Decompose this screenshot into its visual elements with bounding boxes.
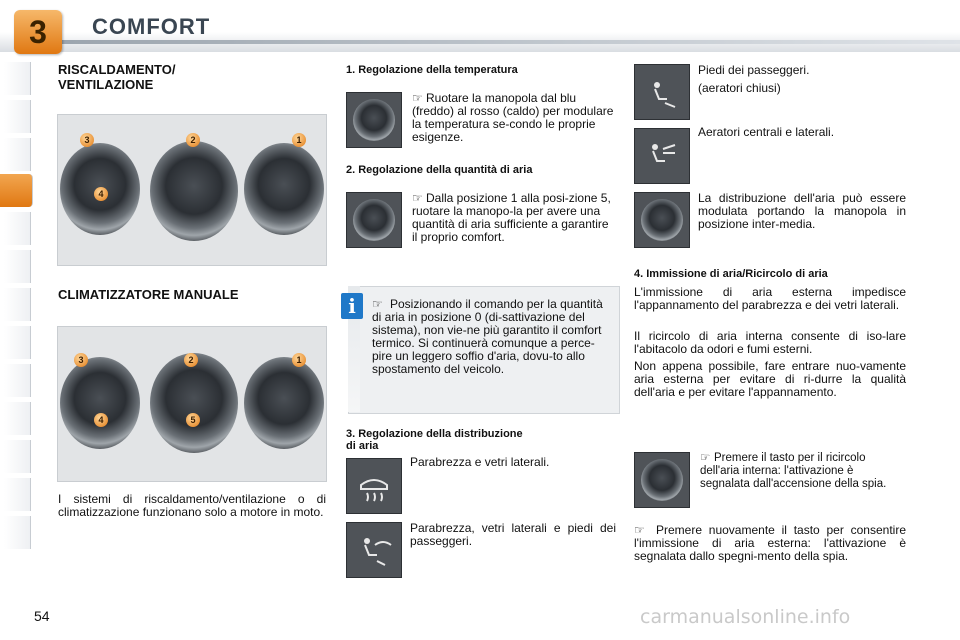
ac-distribution-knob [60,357,140,449]
marker-5: 5 [186,413,200,427]
info-note-text: Posizionando il comando per la quantità di aria in posizione 0 (di-sattivazione del sistema), non vie-ne più garantito il comfort termico. Si continuerà comunque a perce-pire un leggero soffio d'aria, dovu-to allo spostamento del veicolo. [372,297,603,376]
chapter-tab-6[interactable] [4,250,31,283]
info-note-item [372,298,610,376]
section-1-text: Ruotare la manopola dal blu (freddo) al rosso (caldo) per modulare la temperatura se-condo le proprie esigenze. [412,91,614,144]
feet-vent-text-line2: (aeratori chiusi) [698,81,781,95]
section-1-title: 1. Regolazione della temperatura [346,64,518,76]
marker-3: 3 [80,133,94,147]
recirculation-item [700,452,906,491]
pointer-icon: ☞ [412,91,423,105]
heading-heating-ventilation: RISCALDAMENTO/ VENTILAZIONE [58,62,176,92]
chapter-tab-13[interactable] [4,516,31,549]
temperature-knob-icon [353,99,395,141]
marker-4: 4 [94,187,108,201]
chapter-tab-11[interactable] [4,440,31,473]
recirculation-button-thumb [634,452,690,508]
section-4-paragraph-1: L'immissione di aria esterna impedisce l'appannamento del parabrezza e dei vetri laterali. [634,285,906,312]
pointer-icon: ☞ [372,297,383,311]
marker-3: 3 [74,353,88,367]
ac-panel-photo [57,326,327,482]
press-again-item [634,524,906,563]
distribution-windscreen-text: Parabrezza e vetri laterali. [410,455,550,469]
section-4-paragraph-2: Il ricircolo di aria interna consente di iso-lare l'abitacolo da odori e fumi esterni. [634,329,906,356]
heading-manual-ac: CLIMATIZZATORE MANUALE [58,287,239,302]
section-4-paragraph-3: Non appena possibile, fare entrare nuo-vamente aria esterna per evitare di ri-durre la qualità dell'aria e per evitare l'appannamento. [634,359,906,399]
center-side-vents-text: Aeratori centrali e laterali. [698,125,835,139]
marker-1: 1 [292,133,306,147]
marker-4: 4 [94,413,108,427]
heating-panel-photo [57,114,327,266]
temperature-knob [244,143,324,235]
marker-2: 2 [184,353,198,367]
modulate-distribution-text: La distribuzione dell'aria può essere modulata portando la manopola in posizione inter-media. [698,191,906,231]
section-2-title: 2. Regolazione della quantità di aria [346,164,533,176]
distribution-knob-thumb [634,192,690,248]
center-side-vents-icon-graphic [635,129,689,183]
section-4-title: 4. Immissione di aria/Ricircolo di aria [634,268,828,280]
header-divider [40,40,960,44]
windscreen-icon-graphic [347,459,401,513]
press-again-text: Premere nuovamente il tasto per consentire l'immissione di aria esterna: l'attivazione è segnalata dallo spegni-mento della spia. [634,523,906,563]
ac-air-flow-knob [150,353,238,453]
section-2-text: Dalla posizione 1 alla posi-zione 5, ruotare la manopo-la per avere una quantità di aria sufficiente a garantire il proprio comfort. [412,191,611,244]
pointer-icon: ☞ [700,452,711,464]
chapter-tab-12[interactable] [4,478,31,511]
section-2-item [412,192,616,244]
feet-vent-icon-graphic [635,65,689,119]
chapter-tab-1[interactable] [4,62,31,95]
chapter-tab-5[interactable] [4,212,31,245]
engine-running-note: I sistemi di riscaldamento/ventilazione o di climatizzazione funzionano solo a motore in moto. [58,492,326,519]
windscreen-feet-icon [346,522,402,578]
windscreen-feet-icon-graphic [347,523,401,577]
pointer-icon: ☞ [412,191,423,205]
chapter-tab-7[interactable] [4,288,31,321]
section-1-item [412,92,616,144]
section-3-title: 3. Regolazione della distribuzione di aria [346,428,523,452]
chapter-badge[interactable]: 3 [14,10,62,54]
recirculation-text: Premere il tasto per il ricircolo dell'aria interna: l'attivazione è segnalata dall'accensione della spia. [700,452,887,490]
chapter-tab-active[interactable] [0,174,33,207]
temperature-knob-thumb [346,92,402,148]
distribution-knob-icon [641,199,683,241]
chapter-tab-3[interactable] [4,138,31,171]
air-flow-knob-thumb [346,192,402,248]
marker-2: 2 [186,133,200,147]
page-number: 54 [34,608,50,624]
marker-1: 1 [292,353,306,367]
ac-temperature-knob [244,357,324,449]
info-icon: i [341,293,363,319]
chapter-title: COMFORT [92,14,211,39]
air-flow-knob-icon [353,199,395,241]
windscreen-demist-icon [346,458,402,514]
chapter-tab-8[interactable] [4,326,31,359]
recirculation-button-icon [641,459,683,501]
feet-vent-text-line1: Piedi dei passeggeri. [698,63,810,77]
watermark: carmanualsonline.info [640,606,851,628]
chapter-tabs [0,62,32,574]
chapter-tab-10[interactable] [4,402,31,435]
chapter-tab-2[interactable] [4,100,31,133]
air-flow-knob [150,141,238,241]
pointer-icon: ☞ [634,523,645,537]
center-side-vents-icon [634,128,690,184]
chapter-tab-9[interactable] [4,364,31,397]
feet-vent-icon [634,64,690,120]
distribution-windscreen-feet-text: Parabrezza, vetri laterali e piedi dei passeggeri. [410,521,616,548]
